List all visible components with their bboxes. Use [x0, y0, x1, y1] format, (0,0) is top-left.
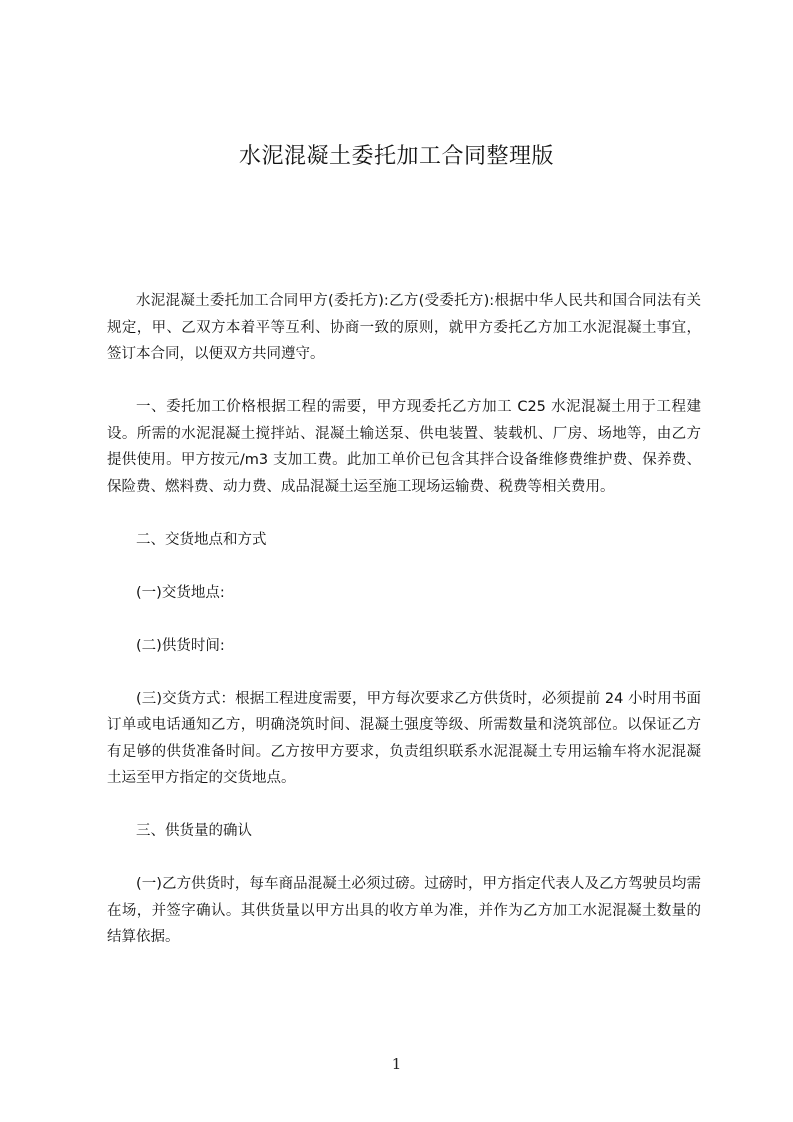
intro-paragraph: 水泥混凝土委托加工合同甲方(委托方):乙方(受委托方):根据中华人民共和国合同法有关规定，甲、乙双方本着平等互利、协商一致的原则，就甲方委托乙方加工水泥混凝土事宜，签订本合同，以便双方共同遵守。	[107, 293, 701, 362]
paragraph-spacer	[107, 659, 701, 686]
section-1-paragraph: 一、委托加工价格根据工程的需要，甲方现委托乙方加工 C25 水泥混凝土用于工程建设。所需的水泥混凝土搅拌站、混凝土输送泵、供电装置、装载机、厂房、场地等，由乙方提供使用。甲方按元/m3 支加工费。此加工单价已包含其拌合设备维修费维护费、保养费、保险费、燃料费、动力费、成品混凝土运至施工现场运输费、税费等相关费用。	[107, 399, 701, 495]
document-title: 水泥混凝土委托加工合同整理版	[238, 144, 554, 169]
paragraph-spacer	[107, 500, 701, 527]
paragraph-spacer	[107, 792, 701, 819]
section-2-heading: 二、交货地点和方式	[136, 531, 267, 548]
section-2-item-3: (三)交货方式：根据工程进度需要，甲方每次要求乙方供货时，必须提前 24 小时用书面订单或电话通知乙方，明确浇筑时间、混凝土强度等级、所需数量和浇筑部位。以保证乙方有足够的供货准备时间。乙方按甲方要求，负责组织联系水泥混凝土专用运输车将水泥混凝土运至甲方指定的交货地点。	[107, 690, 701, 786]
section-2-item-2: (二)供货时间:	[136, 637, 225, 654]
paragraph-spacer	[107, 553, 701, 580]
section-3-item-1: (一)乙方供货时，每车商品混凝土必须过磅。过磅时，甲方指定代表人及乙方驾驶员均需在场，并签字确认。其供货量以甲方出具的收方单为准，并作为乙方加工水泥混凝土数量的结算依据。	[107, 876, 701, 945]
paragraph-spacer	[107, 368, 701, 395]
section-3-heading: 三、供货量的确认	[136, 823, 252, 839]
section-2-item-1: (一)交货地点:	[136, 584, 225, 601]
page-number: 1	[391, 1055, 402, 1073]
paragraph-spacer	[107, 606, 701, 633]
paragraph-spacer	[107, 845, 701, 872]
document-body	[107, 288, 701, 951]
